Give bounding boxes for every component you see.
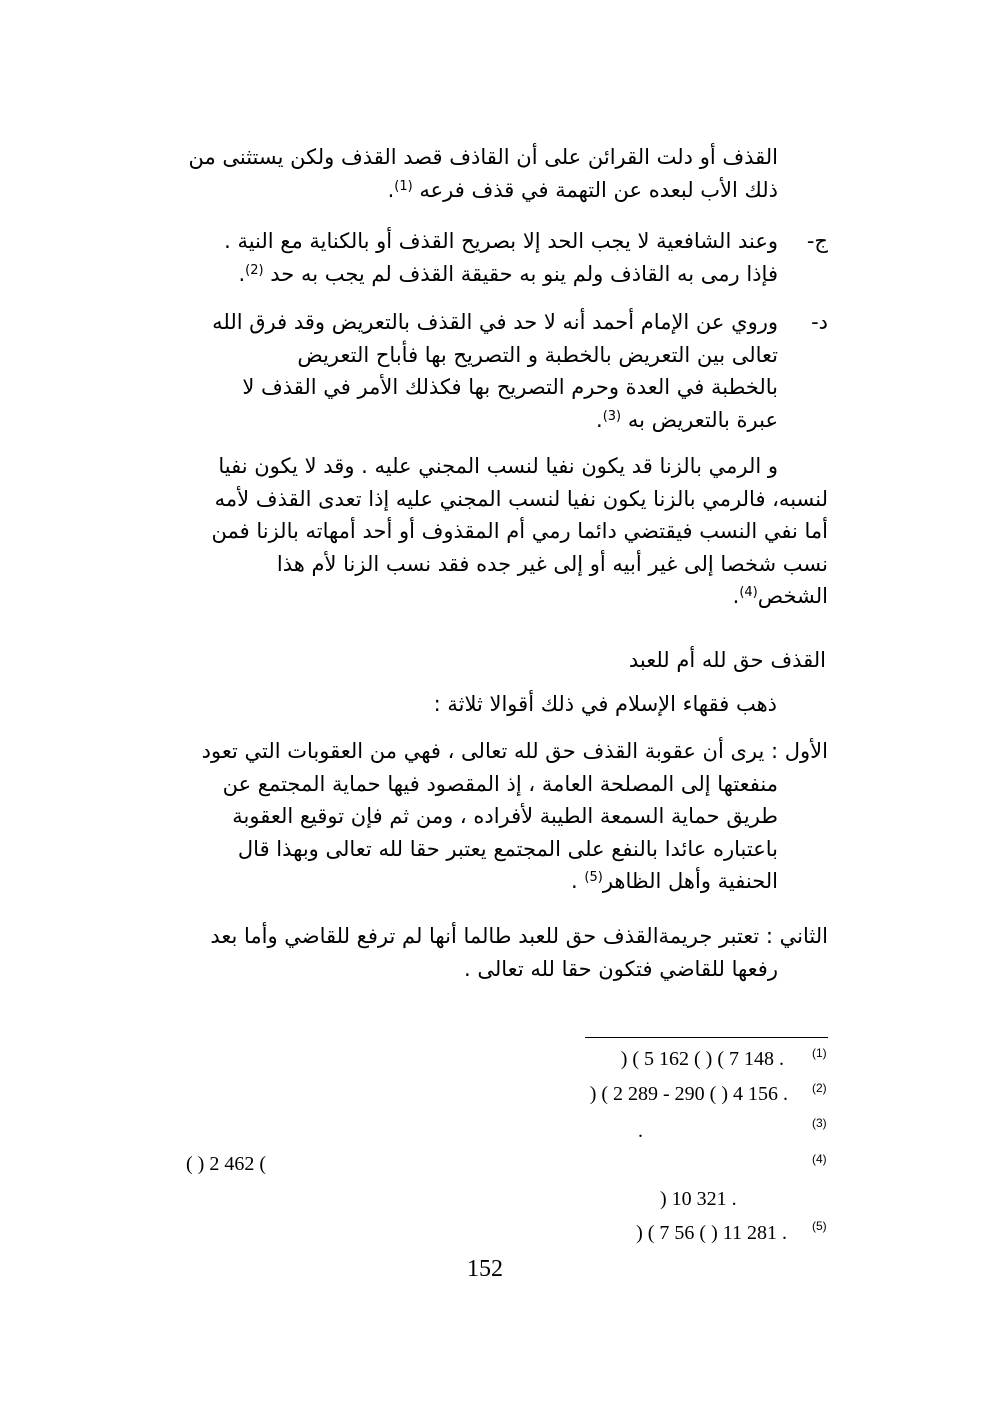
paragraph-4 xyxy=(152,450,828,613)
paragraph-6 xyxy=(152,920,828,985)
paragraph-4-line-4: نسب شخصا إلى غير أبيه أو إلى غير جده فقد نسب الزنا لأم هذا xyxy=(276,551,828,576)
footnote-1: ) ( 5 162 ( ) ( 7 148 . xyxy=(620,1048,784,1070)
paragraph-4-end: . xyxy=(732,584,740,608)
paragraph-5-line-5-text: الحنفية وأهل الظاهر xyxy=(602,869,778,893)
paragraph-5-line-1: الأول : يرى أن عقوبة القذف حق لله تعالى ، فهي من العقوبات التي تعود xyxy=(201,739,828,763)
footnote-separator xyxy=(585,1037,828,1038)
paragraph-2 xyxy=(152,225,778,290)
paragraph-1-line-2 xyxy=(152,174,778,207)
footnote-ref-2[interactable]: (2) xyxy=(245,262,264,278)
footnote-2: ) ( 2 289 - 290 ( ) 4 156 . xyxy=(589,1083,788,1105)
footnote-number-2: (2) xyxy=(812,1081,827,1095)
footnote-ref-4[interactable]: (4) xyxy=(739,585,758,600)
paragraph-5 xyxy=(152,735,828,898)
footnote-number-4: (4) xyxy=(812,1152,827,1166)
paragraph-2-line-1: وعند الشافعية لا يجب الحد إلا بصريح القذف أو بالكناية مع النية . xyxy=(224,229,778,253)
paragraph-4-line-3: أما نفي النسب فيقتضي دائما رمي أم المقذوف أو أحد أمهاته بالزنا فمن xyxy=(211,519,828,543)
footnote-number-1: (1) xyxy=(812,1046,827,1060)
paragraph-3-line-1: وروي عن الإمام أحمد أنه لا حد في القذف بالتعريض وقد فرق الله xyxy=(212,310,778,334)
footnote-4-line-1: ( ) 2 462 ( xyxy=(186,1153,266,1175)
paragraph-1-line-1: القذف أو دلت القرائن على أن القاذف قصد القذف ولكن يستثنى من xyxy=(188,145,778,169)
paragraph-4-line-5 xyxy=(152,580,828,613)
paragraph-1-line-2-text: ذلك الأب لبعده عن التهمة في قذف فرعه xyxy=(419,177,778,202)
paragraph-5-line-2: منفعتها إلى المصلحة العامة ، إذ المقصود فيها حماية المجتمع عن xyxy=(222,771,778,796)
footnote-4-line-2: ) 10 321 . xyxy=(660,1188,737,1210)
intro-line: ذهب فقهاء الإسلام في ذلك أقوالا ثلاثة : xyxy=(433,692,777,716)
footnote-ref-3[interactable]: (3) xyxy=(602,408,622,424)
paragraph-3 xyxy=(152,306,778,436)
paragraph-2-end: . xyxy=(238,261,246,286)
paragraph-4-line-5-text: الشخص xyxy=(757,584,828,608)
page-number: 152 xyxy=(467,1256,503,1282)
paragraph-1-end: . xyxy=(387,177,395,202)
list-marker-jim: ج- xyxy=(806,229,828,253)
paragraph-2-line-2 xyxy=(152,258,778,291)
paragraph-5-line-5 xyxy=(152,865,778,898)
paragraph-4-line-2: لنسبه، فالرمي بالزنا يكون نفيا لنسب المجني عليه إذا تعدى القذف لأمه xyxy=(214,486,828,511)
footnote-ref-5[interactable]: (5) xyxy=(584,870,603,885)
paragraph-5-line-4: باعتباره عائدا بالنفع على المجتمع يعتبر حقا لله تعالى وبهذا قال xyxy=(237,836,778,861)
section-heading: القذف حق لله أم للعبد xyxy=(628,648,826,672)
list-marker-dal: د- xyxy=(811,310,828,334)
footnote-number-5: (5) xyxy=(812,1219,827,1233)
paragraph-2-line-2-text: فإذا رمى به القاذف ولم ينو به حقيقة القذف لم يجب به حد xyxy=(270,261,778,286)
paragraph-6-line-1: الثاني : تعتبر جريمةالقذف حق للعبد طالما أنها لم ترفع للقاضي وأما بعد xyxy=(210,924,828,948)
paragraph-3-end: . xyxy=(596,407,603,432)
paragraph-3-line-4 xyxy=(152,404,778,437)
paragraph-3-line-4-text: عبرة بالتعريض به xyxy=(627,407,778,432)
footnote-ref-1[interactable]: (1) xyxy=(394,178,413,194)
footnote-5: ) ( 7 56 ( ) 11 281 . xyxy=(636,1222,787,1244)
paragraph-4-line-1: و الرمي بالزنا قد يكون نفيا لنسب المجني عليه . وقد لا يكون نفيا xyxy=(218,454,778,478)
paragraph-1 xyxy=(152,141,778,206)
footnote-3: . xyxy=(638,1120,643,1142)
paragraph-5-end: . xyxy=(571,869,578,893)
paragraph-6-line-2: رفعها للقاضي فتكون حقا لله تعالى . xyxy=(464,956,778,981)
paragraph-3-line-2: تعالى بين التعريض بالخطبة و التصريح بها فأباح التعريض xyxy=(297,342,778,367)
paragraph-3-line-3: بالخطبة في العدة وحرم التصريح بها فكذلك الأمر في القذف لا xyxy=(242,375,778,399)
paragraph-5-line-3: طريق حماية السمعة الطيبة لأفراده ، ومن ثم فإن توقيع العقوبة xyxy=(232,804,778,828)
footnote-number-3: (3) xyxy=(812,1116,827,1130)
